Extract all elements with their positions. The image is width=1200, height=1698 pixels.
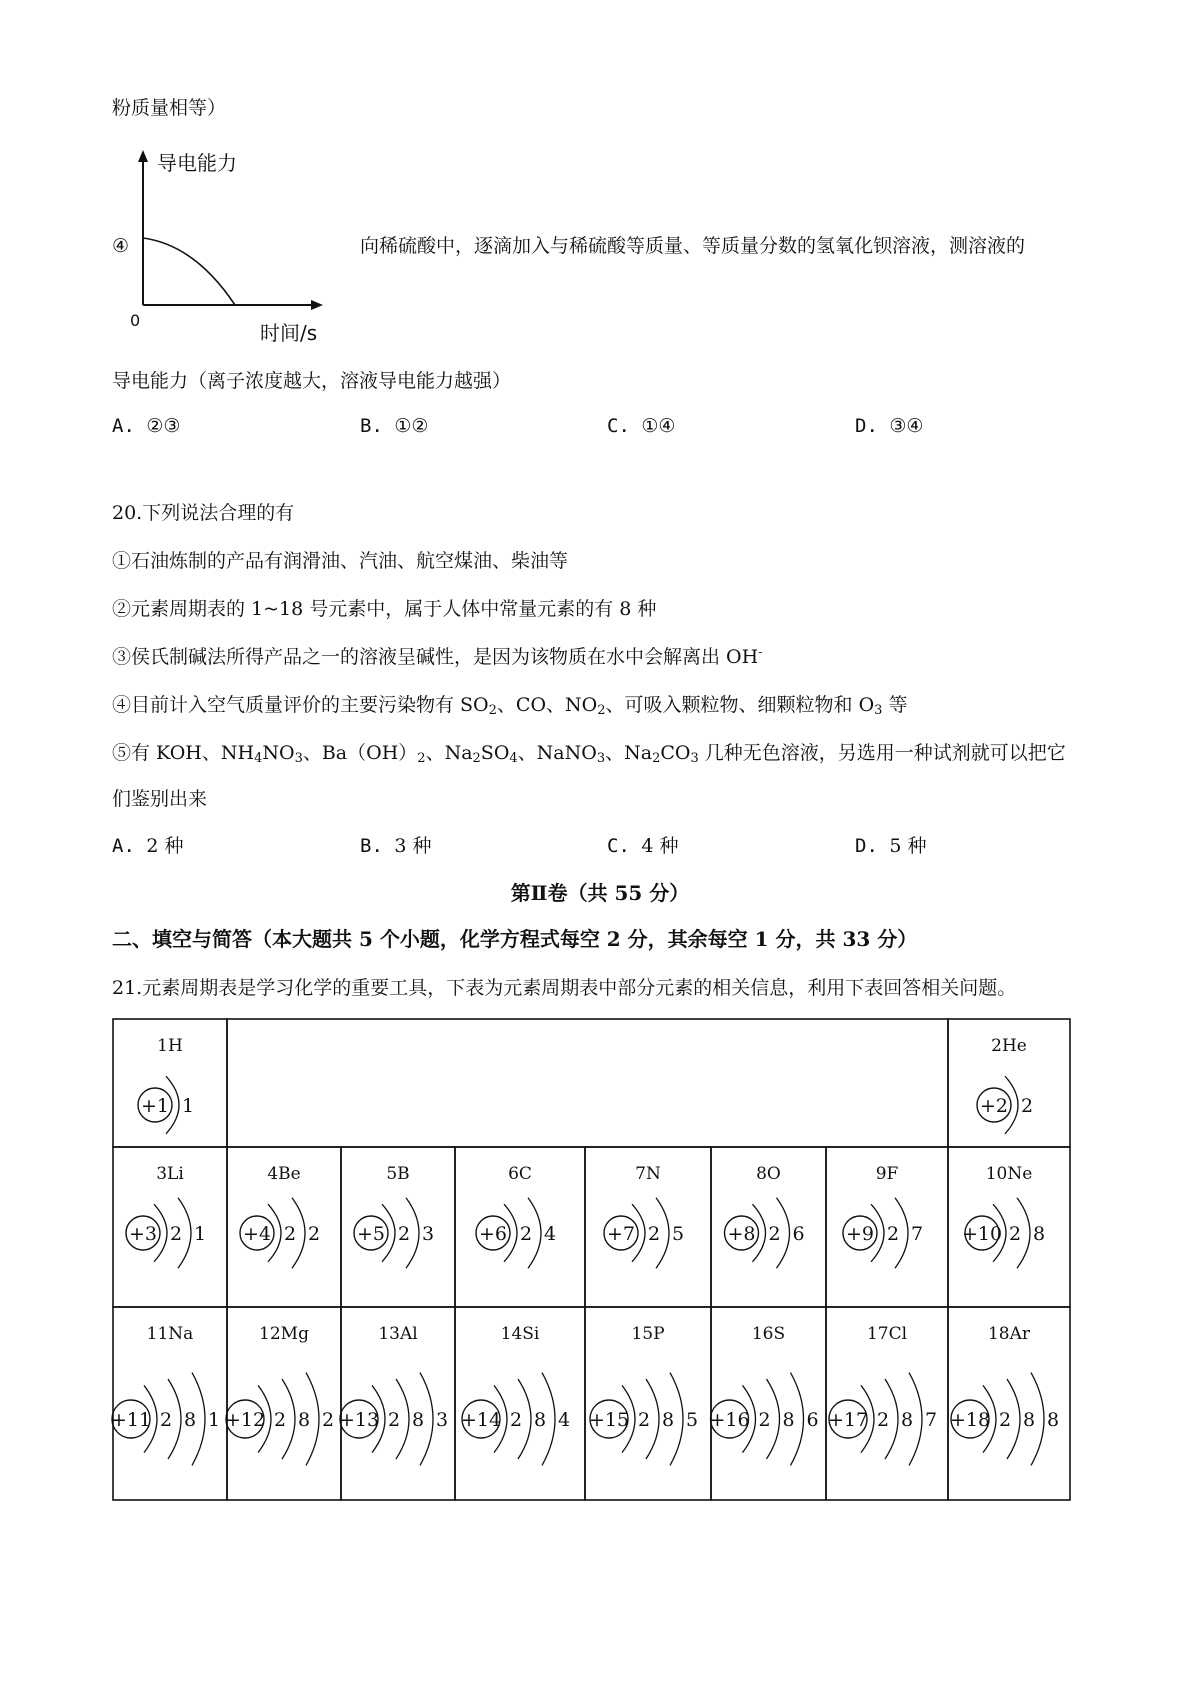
shell-electrons-he: 2 [1020, 1095, 1034, 1117]
shell-electrons-n: 2 [647, 1223, 661, 1245]
shell-electrons-ne: 2 [1008, 1223, 1022, 1245]
shell-electrons-o: 6 [792, 1223, 805, 1245]
shell-electrons-cl: 8 [900, 1409, 914, 1431]
nucleus-charge-f: +9 [845, 1223, 875, 1245]
shell-electrons-li: 2 [169, 1223, 183, 1245]
shell-electrons-mg: 2 [321, 1409, 335, 1431]
shell-electrons-cl: 2 [876, 1409, 890, 1431]
shell-electrons-ar: 8 [1046, 1409, 1060, 1431]
element-label-n: 7N [635, 1164, 661, 1184]
nucleus-charge-o: +8 [727, 1223, 756, 1245]
nucleus-charge-p: +15 [588, 1409, 630, 1431]
q19-option-b: B. ①② [360, 415, 429, 437]
shell-electrons-n: 5 [671, 1223, 685, 1245]
shell-electrons-o: 2 [768, 1223, 781, 1245]
nucleus-charge-he: +2 [979, 1095, 1009, 1117]
nucleus-charge-be: +4 [242, 1223, 272, 1245]
q20-statement-3: ③侯氏制碱法所得产品之一的溶液呈碱性，是因为该物质在水中会解离出 OH- [112, 645, 763, 668]
shell-electrons-s: 8 [782, 1409, 795, 1431]
shell-electrons-li: 1 [193, 1223, 207, 1245]
shell-electrons-p: 2 [637, 1409, 651, 1431]
shell-electrons-s: 6 [806, 1409, 819, 1431]
shell-electrons-na: 1 [207, 1409, 221, 1431]
nucleus-charge-h: +1 [140, 1095, 170, 1117]
shell-electrons-c: 2 [519, 1223, 533, 1245]
element-label-mg: 12Mg [259, 1324, 309, 1344]
element-label-o: 8O [756, 1164, 781, 1184]
element-label-ne: 10Ne [985, 1164, 1033, 1184]
shell-electrons-mg: 2 [273, 1409, 287, 1431]
q20-statement-4: ④目前计入空气质量评价的主要污染物有 $SO_2$、CO、$NO_2$、可吸入颗粒物、细颗粒物和 $O_3$ 等 [112, 694, 908, 718]
shell-electrons-be: 2 [283, 1223, 297, 1245]
shell-electrons-si: 4 [557, 1409, 571, 1431]
shell-electrons-c: 4 [543, 1223, 557, 1245]
nucleus-charge-na: +11 [110, 1409, 152, 1431]
element-label-ar: 18Ar [987, 1324, 1031, 1344]
q20-statement-2: ②元素周期表的 1~18 号元素中，属于人体中常量元素的有 8 种 [112, 598, 657, 620]
shell-electrons-si: 2 [509, 1409, 523, 1431]
q20-statement-5-cont: 们鉴别出来 [112, 788, 208, 810]
nucleus-charge-si: +14 [460, 1409, 502, 1431]
element-label-be: 4Be [267, 1164, 301, 1184]
shell-electrons-f: 2 [886, 1223, 900, 1245]
q21-stem: 21.元素周期表是学习化学的重要工具，下表为元素周期表中部分元素的相关信息，利用下表回答相关问题。 [112, 977, 1017, 999]
nucleus-charge-li: +3 [128, 1223, 158, 1245]
part2-title: 第Ⅱ卷（共 55 分） [510, 881, 690, 905]
shell-electrons-b: 2 [397, 1223, 411, 1245]
q19-option-a: A. ②③ [112, 415, 181, 437]
element-label-c: 6C [508, 1164, 532, 1184]
q20-stem: 20.下列说法合理的有 [112, 502, 295, 524]
item4-text-cont: 导电能力（离子浓度越大，溶液导电能力越强） [112, 370, 512, 392]
shell-electrons-al: 8 [411, 1409, 425, 1431]
shell-electrons-h: 1 [181, 1095, 195, 1117]
continuation-line: 粉质量相等） [112, 97, 227, 119]
element-label-al: 13Al [378, 1324, 418, 1344]
shell-electrons-p: 5 [685, 1409, 699, 1431]
shell-electrons-ne: 8 [1032, 1223, 1046, 1245]
shell-electrons-al: 2 [387, 1409, 401, 1431]
element-label-he: 2He [991, 1036, 1027, 1056]
shell-electrons-si: 8 [533, 1409, 547, 1431]
q20-statement-5: ⑤有 KOH、$NH_4NO_3$、$Ba(OH)_2$、$Na_2SO_4$、NaNO$_3$、$Na_2CO_3$ 几种无色溶液，另选用一种试剂就可以把它 [112, 742, 1066, 766]
element-label-s: 16S [751, 1324, 786, 1344]
shell-electrons-be: 2 [307, 1223, 321, 1245]
shell-electrons-ar: 2 [998, 1409, 1012, 1431]
shell-electrons-f: 7 [910, 1223, 924, 1245]
q20-statement-1: ①石油炼制的产品有润滑油、汽油、航空煤油、柴油等 [112, 550, 569, 572]
nucleus-charge-c: +6 [478, 1223, 508, 1245]
nucleus-charge-n: +7 [606, 1223, 636, 1245]
q19-option-d: D. ③④ [855, 415, 924, 437]
element-label-h: 1H [157, 1036, 183, 1056]
shell-electrons-p: 8 [661, 1409, 675, 1431]
nucleus-charge-al: +13 [338, 1409, 380, 1431]
section2-title: 二、填空与简答（本大题共 5 个小题，化学方程式每空 2 分，其余每空 1 分，共 33 分） [112, 927, 918, 951]
shell-electrons-na: 8 [183, 1409, 197, 1431]
nucleus-charge-ar: +18 [949, 1409, 991, 1431]
element-label-li: 3Li [156, 1164, 184, 1184]
element-label-na: 11Na [146, 1324, 194, 1344]
nucleus-charge-s: +16 [709, 1409, 750, 1431]
graph-origin: 0 [130, 311, 141, 330]
graph-ylabel: 导电能力 [157, 151, 237, 175]
q19-option-c: C. ①④ [607, 415, 676, 437]
item4-text: 向稀硫酸中，逐滴加入与稀硫酸等质量、等质量分数的氢氧化钡溶液，测溶液的 [360, 235, 1026, 257]
element-label-p: 15P [631, 1324, 665, 1344]
q20-option-d: D. 5 种 [855, 835, 927, 857]
empty-cell [227, 1019, 948, 1147]
item4-marker: ④ [112, 235, 130, 257]
nucleus-charge-cl: +17 [827, 1409, 869, 1431]
shell-electrons-na: 2 [159, 1409, 173, 1431]
element-label-si: 14Si [500, 1324, 540, 1344]
graph-xlabel: 时间/s [260, 321, 318, 345]
shell-electrons-al: 3 [435, 1409, 449, 1431]
q20-option-b: B. 3 种 [360, 835, 432, 857]
element-label-f: 9F [875, 1164, 899, 1184]
q20-option-c: C. 4 种 [607, 835, 679, 857]
element-label-b: 5B [386, 1164, 410, 1184]
element-label-cl: 17Cl [866, 1324, 908, 1344]
shell-electrons-s: 2 [758, 1409, 771, 1431]
nucleus-charge-b: +5 [356, 1223, 386, 1245]
q20-option-a: A. 2 种 [112, 835, 184, 857]
nucleus-charge-mg: +12 [224, 1409, 266, 1431]
shell-electrons-cl: 7 [924, 1409, 938, 1431]
shell-electrons-ar: 8 [1022, 1409, 1036, 1431]
nucleus-charge-ne: +10 [961, 1223, 1003, 1245]
shell-electrons-b: 3 [421, 1223, 435, 1245]
shell-electrons-mg: 8 [297, 1409, 311, 1431]
